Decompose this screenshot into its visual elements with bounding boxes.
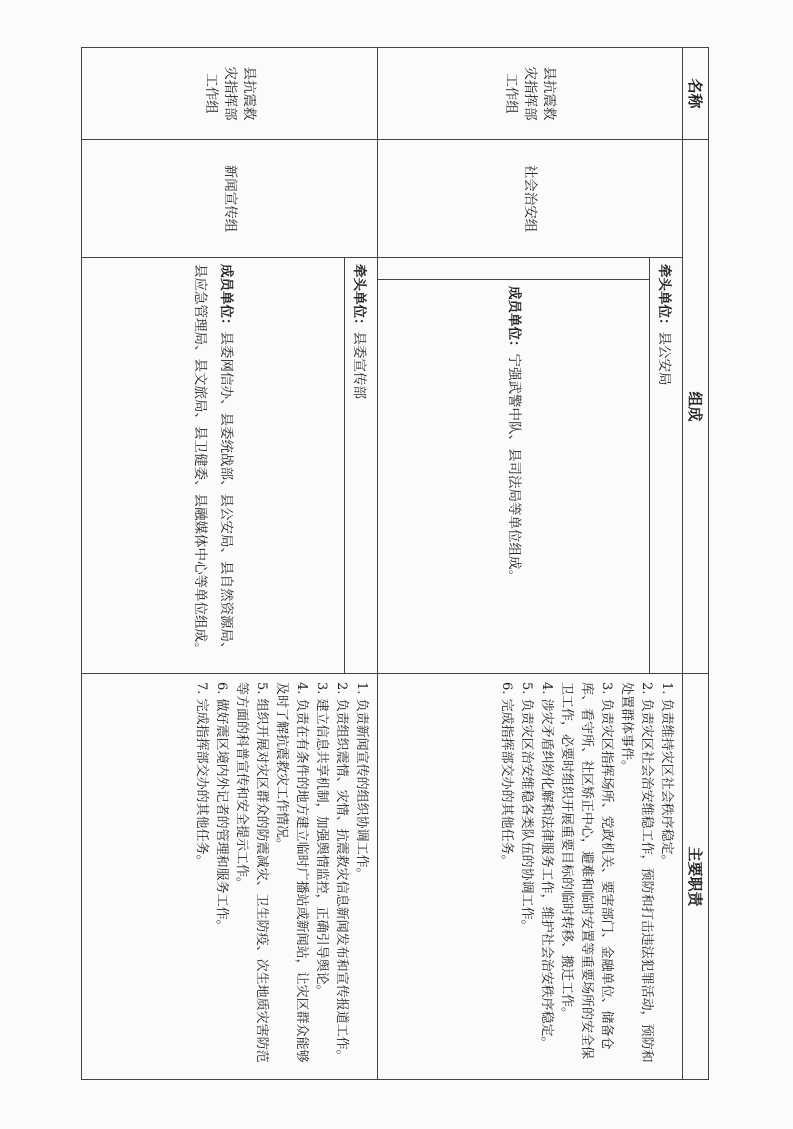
duty-item: 6. 完成指挥部交办的其他任务。	[498, 682, 514, 868]
duties-cell	[82, 674, 378, 1080]
duty-item: 5. 负责灾区治安维稳各类队伍的协调工作。	[518, 682, 534, 933]
member-unit-value: 宁强武警中队、县司法局等单位组成。	[505, 353, 522, 583]
group-name: 新闻宣传组	[82, 140, 378, 258]
row-name: 县抗震救灾指挥部工作组	[203, 66, 258, 121]
table-row	[345, 48, 378, 1080]
duty-item: 4. 负责在有条件的地方建立临时广播站或新闻站，让灾区群众能够及时了解抗震救灾工作情况。	[274, 682, 310, 1063]
group-name: 社会治安组	[378, 140, 683, 258]
member-unit-cell	[82, 258, 345, 674]
duty-item: 5. 组织开展对灾区群众的防震减灾、卫生防疫、次生地质灾害防范等方面的科普宣传和安全提示工作。	[234, 682, 270, 1063]
header-composition: 组成	[682, 140, 708, 674]
lead-unit-cell	[650, 258, 683, 674]
member-unit-label: 成员单位：	[505, 286, 522, 354]
duty-item: 3. 负责灾区指挥场所、党政机关、要害部门、金融单位、储备仓库、看守所、社区矫正中心，避难和临时安置等重要场所的安全保卫工作，必要时组织开展重要目标的临时转移、搬迁工作。	[558, 682, 614, 1060]
document-table	[81, 47, 709, 1080]
lead-unit-cell	[345, 258, 378, 674]
row-name: 县抗震救灾指挥部工作组	[503, 66, 558, 121]
lead-unit-value: 县委宣传部	[351, 331, 368, 399]
table-row	[650, 48, 683, 1080]
duty-item: 2. 负责组织震情、灾情、抗震救灾信息新闻发布和宣传报道工作。	[334, 682, 350, 1063]
lead-unit-label: 牵头单位：	[351, 264, 368, 332]
table-header-row	[682, 48, 708, 1080]
row-name-cell	[82, 48, 378, 140]
duty-item: 7. 完成指挥部交办的其他任务。	[194, 682, 210, 868]
spacer-cell	[378, 258, 650, 280]
lead-unit-label: 牵头单位：	[655, 264, 672, 332]
duty-item: 4. 涉灾矛盾纠纷化解和法律服务工作，维护社会治安秩序稳定。	[538, 682, 554, 1050]
row-name-cell	[378, 48, 683, 140]
duties-cell	[378, 674, 683, 1080]
member-unit-label: 成员单位：	[218, 264, 235, 332]
lead-unit-value: 县公安局	[655, 331, 672, 386]
header-name: 名称	[682, 48, 708, 140]
duty-item: 2. 负责灾区社会治安维稳工作，预防和打击违法犯罪活动，预防和处置群体事件。	[618, 682, 654, 1063]
header-duties: 主要职责	[682, 674, 708, 1080]
duty-item: 3. 建立信息共享机制，加强舆情监控，正确引导舆论。	[314, 682, 330, 998]
duty-item: 1. 负责新闻宣传的组织协调工作。	[354, 682, 370, 881]
member-unit-cell	[378, 280, 650, 674]
duty-item: 6. 做好震区境内外记者的管理和服务工作。	[214, 682, 230, 933]
duty-item: 1. 负责维持灾区社会秩序稳定。	[658, 682, 674, 868]
member-unit-value: 县委网信办、县委统战部、县公安局、县自然资源局、县应急管理局、县文旅局、县卫健委、县融媒体中心等单位组成。	[192, 264, 235, 656]
